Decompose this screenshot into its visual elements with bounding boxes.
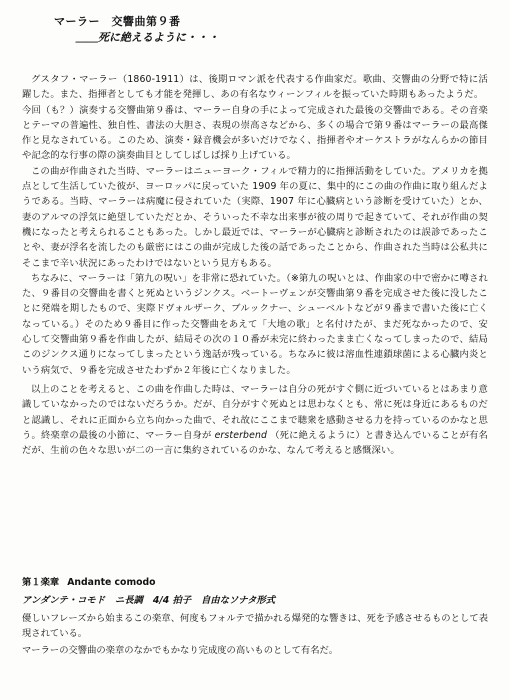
movement-meter: 4/4 拍子	[152, 595, 192, 607]
title-block	[54, 14, 219, 46]
annotation-word: ersterbend	[214, 429, 268, 441]
movement-subheading	[22, 593, 488, 608]
paragraph-reflection	[22, 382, 488, 458]
movement-heading	[22, 575, 488, 590]
page-title: マーラー 交響曲第９番	[54, 15, 181, 28]
paragraph-composition-history: この曲が作曲された当時、マーラーはニューヨーク・フィルで精力的に指揮活動をしていた。アメリカを拠点として生活していた彼が、ヨーロッパに戻っていた 1909 年の夏に、集中的にこの曲の作曲に取り組んだようである。当時、マーラーは病魔に侵されていた（実際、1907 年に心臓病という診断を受けていた）とか、妻のアルマの浮気に絶望していただとか、そういった不幸な出来事が彼の周りで起きていて、それが作曲の契機になったと考えられることもあった。しかし最近では、マーラーが心臓病と診断されたのは誤診であったことや、妻が浮名を流したのも厳密にはこの曲が完成した後の話であったことから、作曲された当時は公私共にそこまで辛い状況にあったわけではないという見方もある。	[22, 165, 488, 269]
movement-form: 自由なソナタ形式	[201, 595, 276, 607]
article-body	[22, 72, 488, 458]
movement-description: 優しいフレーズから始まるこの楽章、何度もフォルテで描かれる爆発的な響きは、死を予感させるものとして表現されている。	[22, 612, 488, 639]
paragraph-symphony-overview: 今回（も？）演奏する交響曲第９番は、マーラー自身の手によって完成された最後の交響曲である。その音楽とテーマの普遍性、独自性、書法の大胆さ、表現の崇高さなどから、多くの場合で第９番はマーラーの最高傑作と見なされている。このため、演奏・録音機会が多いだけでなく、指揮者やオーケストラがなんらかの節目や記念的な行事の際の演奏曲目としてしばしば採り上げている。	[22, 104, 488, 162]
page-subtitle: ＿＿死に絶えるように・・・	[76, 31, 219, 44]
movement-section	[22, 575, 488, 658]
paragraph-ninth-curse: ちなみに、マーラーは「第九の呪い」を非常に恐れていた。（※第九の呪いとは、作曲家の中で密かに噂された、９番目の交響曲を書くと死ぬというジンクス。ベートーヴェンが交響曲第９番を完成させた後に没したことに発端を期したもので、実際ドヴォルザーク、ブルックナー、シューベルトなどが９番まで書いた後に亡くなっている。）そのため９番目に作った交響曲をあえて「大地の歌」と名付けたが、まだ死なかったので、安心して交響曲第９番を作曲したが、結局その次の１０番が未完に終わったまま亡くなってしまったので、結局このジンクス通りになってしまったという逸話が残っている。ちなみに彼は溶血性連鎖球菌による心臓内炎という病気で、９番を完成させたわずか２年後に亡くなりました。	[22, 272, 488, 376]
paragraph-intro: グスタフ・マーラー（1860-1911）は、後期ロマン派を代表する作曲家だ。歌曲、交響曲の分野で特に活躍した。また、指揮者としても才能を発揮し、あの有名なウィーンフィルを振っていた時期もあったようだ。	[22, 74, 488, 101]
movement-heading-jp: 第１楽章	[22, 577, 60, 588]
movement-note: マーラーの交響曲の楽章のなかでもかなり完成度の高いものとして有名だ。	[22, 645, 339, 657]
movement-tempo: アンダンテ・コモド	[22, 595, 106, 607]
movement-heading-en: Andante comodo	[67, 577, 156, 588]
reflection-text-b: （死に絶えるように）と書き込んでいることが有名だが、生前の色々な思いが二の一言に集約されているのかな、なんて考えると感慨深い。	[22, 429, 489, 457]
reflection-text-a: 以上のことを考えると、この曲を作曲した時は、マーラーは自分の死がすぐ側に近づいているとはあまり意識していなかったのではないだろうか。だが、自分がすぐ死ぬとは思わなくとも、常に死は身近にあるものだと認識し、それに正面から立ち向かった曲で、それ故にここまで聴衆を感動させる力を持っているのかなと思う。終楽章の最後の小節に、マーラー自身が	[22, 383, 488, 441]
movement-key: ニ長調	[115, 595, 143, 607]
